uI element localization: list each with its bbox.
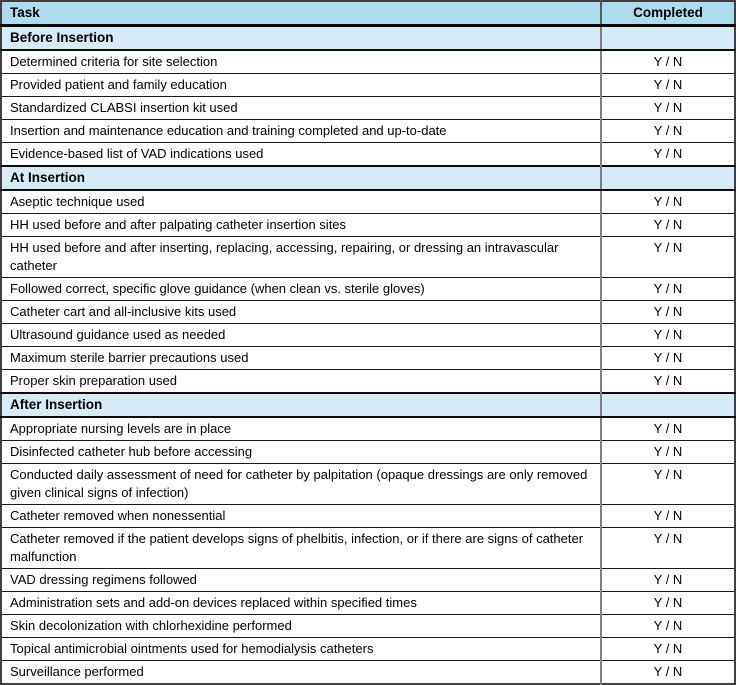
table-row bbox=[1, 505, 735, 528]
checklist-body bbox=[1, 26, 735, 685]
completed-cell: Y / N bbox=[601, 638, 735, 661]
task-cell: Catheter removed when nonessential bbox=[1, 505, 601, 528]
completed-cell: Y / N bbox=[601, 120, 735, 143]
table-row bbox=[1, 464, 735, 505]
header-row bbox=[1, 1, 735, 26]
task-cell: HH used before and after inserting, replacing, accessing, repairing, or dressing an intravascular catheter bbox=[1, 237, 601, 278]
completed-cell: Y / N bbox=[601, 370, 735, 394]
task-cell: Aseptic technique used bbox=[1, 190, 601, 214]
section-title: Before Insertion bbox=[1, 26, 601, 51]
task-cell: HH used before and after palpating catheter insertion sites bbox=[1, 214, 601, 237]
task-cell: Disinfected catheter hub before accessing bbox=[1, 441, 601, 464]
task-cell: Ultrasound guidance used as needed bbox=[1, 324, 601, 347]
table-row bbox=[1, 615, 735, 638]
task-cell: Maximum sterile barrier precautions used bbox=[1, 347, 601, 370]
completed-cell: Y / N bbox=[601, 441, 735, 464]
completed-cell: Y / N bbox=[601, 190, 735, 214]
table-row bbox=[1, 120, 735, 143]
completed-cell: Y / N bbox=[601, 143, 735, 167]
completed-cell: Y / N bbox=[601, 50, 735, 74]
completed-cell: Y / N bbox=[601, 528, 735, 569]
table-row bbox=[1, 417, 735, 441]
task-cell: Surveillance performed bbox=[1, 661, 601, 685]
task-cell: Catheter removed if the patient develops signs of phelbitis, infection, or if there are signs of catheter malfunction bbox=[1, 528, 601, 569]
table-row bbox=[1, 237, 735, 278]
task-cell: Proper skin preparation used bbox=[1, 370, 601, 394]
column-header-task: Task bbox=[1, 1, 601, 26]
task-cell: Topical antimicrobial ointments used for hemodialysis catheters bbox=[1, 638, 601, 661]
task-cell: Skin decolonization with chlorhexidine performed bbox=[1, 615, 601, 638]
table-row bbox=[1, 74, 735, 97]
table-row bbox=[1, 528, 735, 569]
section-title: After Insertion bbox=[1, 393, 601, 417]
completed-cell: Y / N bbox=[601, 74, 735, 97]
completed-cell: Y / N bbox=[601, 278, 735, 301]
table-row bbox=[1, 278, 735, 301]
table-row bbox=[1, 301, 735, 324]
task-cell: Insertion and maintenance education and training completed and up-to-date bbox=[1, 120, 601, 143]
table-row bbox=[1, 441, 735, 464]
task-cell: Determined criteria for site selection bbox=[1, 50, 601, 74]
task-cell: Provided patient and family education bbox=[1, 74, 601, 97]
completed-cell: Y / N bbox=[601, 301, 735, 324]
task-cell: Appropriate nursing levels are in place bbox=[1, 417, 601, 441]
column-header-completed: Completed bbox=[601, 1, 735, 26]
section-row bbox=[1, 26, 735, 51]
completed-cell: Y / N bbox=[601, 97, 735, 120]
completed-cell: Y / N bbox=[601, 237, 735, 278]
table-row bbox=[1, 661, 735, 685]
table-header bbox=[1, 1, 735, 26]
completed-cell: Y / N bbox=[601, 505, 735, 528]
table-row bbox=[1, 50, 735, 74]
task-cell: VAD dressing regimens followed bbox=[1, 569, 601, 592]
table-row bbox=[1, 347, 735, 370]
completed-cell: Y / N bbox=[601, 661, 735, 685]
task-cell: Evidence-based list of VAD indications used bbox=[1, 143, 601, 167]
table-row bbox=[1, 370, 735, 394]
section-row bbox=[1, 393, 735, 417]
completed-cell: Y / N bbox=[601, 417, 735, 441]
task-cell: Catheter cart and all-inclusive kits used bbox=[1, 301, 601, 324]
section-completed-cell bbox=[601, 26, 735, 51]
table-row bbox=[1, 97, 735, 120]
completed-cell: Y / N bbox=[601, 324, 735, 347]
task-cell: Standardized CLABSI insertion kit used bbox=[1, 97, 601, 120]
table-row bbox=[1, 214, 735, 237]
completed-cell: Y / N bbox=[601, 464, 735, 505]
completed-cell: Y / N bbox=[601, 615, 735, 638]
table-row bbox=[1, 143, 735, 167]
table-row bbox=[1, 592, 735, 615]
completed-cell: Y / N bbox=[601, 214, 735, 237]
table-row bbox=[1, 190, 735, 214]
table-row bbox=[1, 324, 735, 347]
table-row bbox=[1, 638, 735, 661]
table-row bbox=[1, 569, 735, 592]
task-cell: Administration sets and add-on devices replaced within specified times bbox=[1, 592, 601, 615]
section-title: At Insertion bbox=[1, 166, 601, 190]
completed-cell: Y / N bbox=[601, 347, 735, 370]
section-row bbox=[1, 166, 735, 190]
completed-cell: Y / N bbox=[601, 592, 735, 615]
section-completed-cell bbox=[601, 166, 735, 190]
task-cell: Followed correct, specific glove guidance (when clean vs. sterile gloves) bbox=[1, 278, 601, 301]
completed-cell: Y / N bbox=[601, 569, 735, 592]
task-cell: Conducted daily assessment of need for catheter by palpitation (opaque dressings are only removed given clinical signs of infection) bbox=[1, 464, 601, 505]
section-completed-cell bbox=[601, 393, 735, 417]
